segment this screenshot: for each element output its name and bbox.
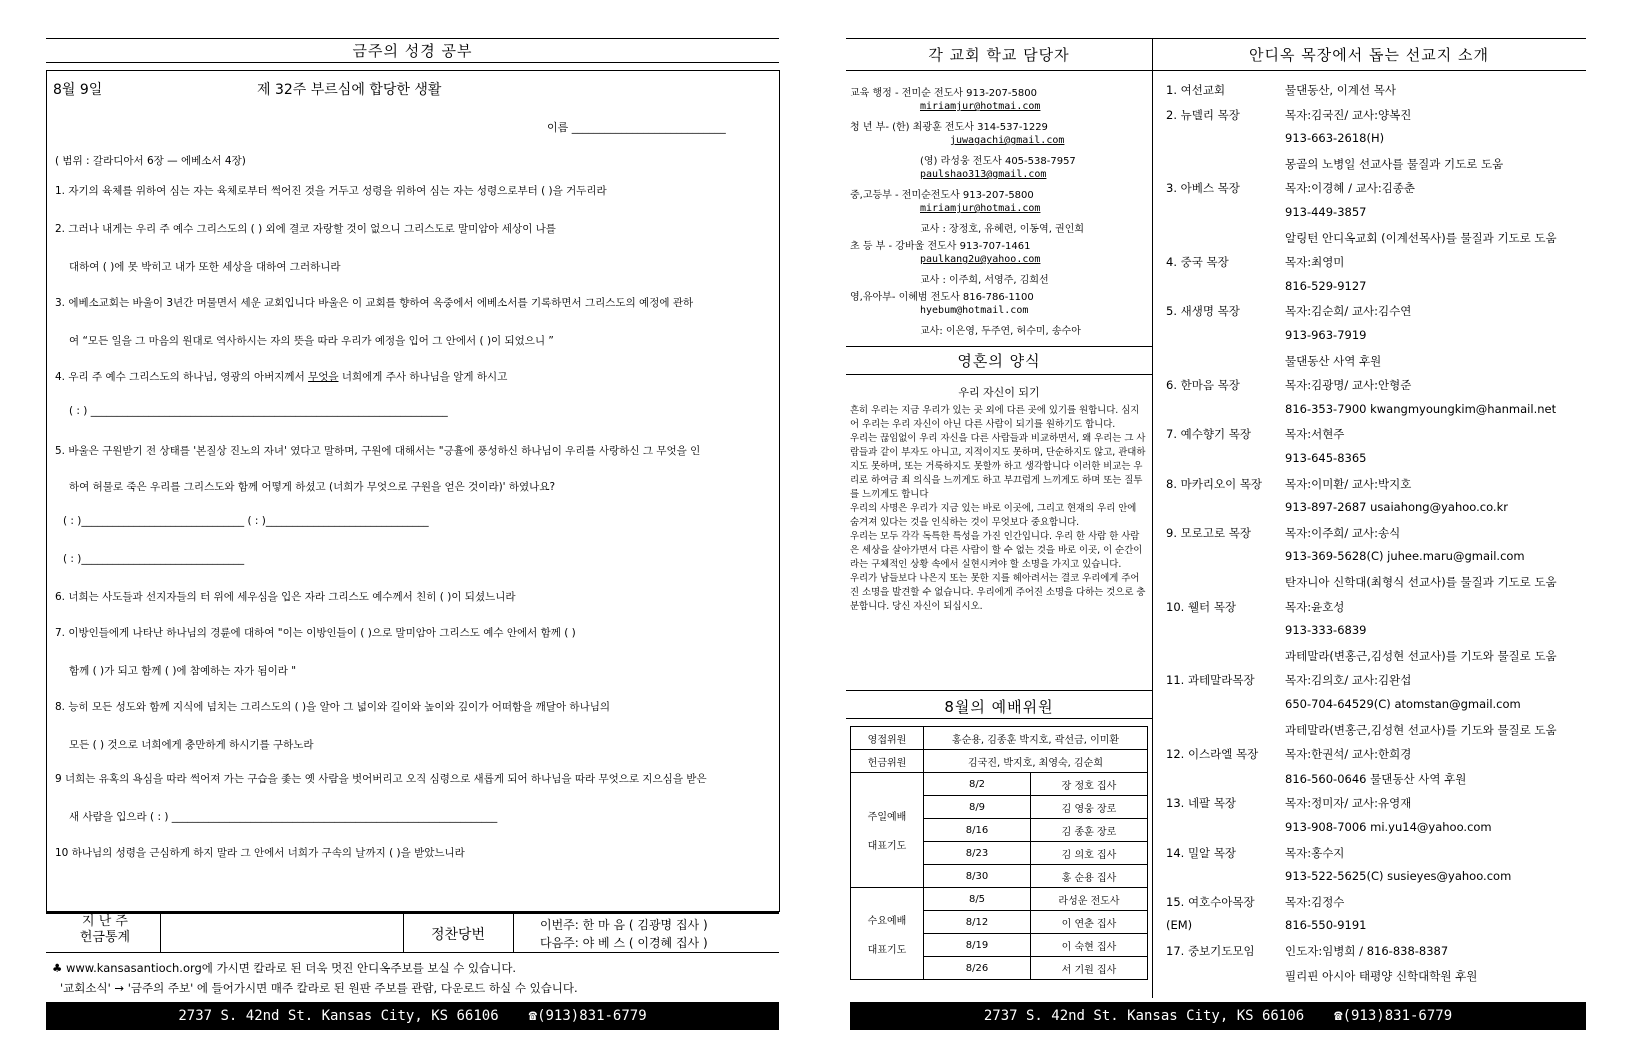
question-10: 10 하나님의 성령을 근심하게 하지 말라 그 안에서 너희가 구속의 날까지 ( )을 받았느니라 (55, 847, 465, 859)
column-divider (1152, 38, 1153, 998)
mission-detail: 목자:이미환/ 교사:박지호 (1285, 476, 1412, 491)
mission-field-name: 8. 마카리오이 목장 (1166, 476, 1263, 491)
devotion-paragraph: 우리는 모두 각각 독특한 특성을 가진 인간입니다. 우리 한 사람 한 사람은 세상을 살아가면서 다른 사람이 할 수 없는 것을 바로 이곳, 이 순간이라는 구체적인 상황 속에서 실현시켜야 할 소명을 가지고 있습니다. (850, 531, 1143, 570)
offering-committee-label: 헌금위원 (851, 750, 924, 773)
offering-committee-names: 김국진, 박지호, 최영숙, 김순희 (924, 750, 1148, 773)
mission-detail: 목자:홍수지 (1285, 845, 1345, 860)
lesson-date: 8월 9일 (53, 82, 103, 98)
sunday-date: 8/23 (924, 842, 1031, 865)
wednesday-date: 8/26 (924, 957, 1031, 980)
wednesday-date: 8/19 (924, 934, 1031, 957)
wednesday-prayer: 이 숙현 집사 (1031, 934, 1148, 957)
mission-detail: 목자:이경혜 / 교사:김종춘 (1285, 181, 1416, 196)
staff-line: 교사 : 이주희, 서영주, 김희선 (920, 275, 1049, 286)
q4-text-pre: 4. 우리 주 예수 그리스도의 하나님, 영광의 아버지께서 (55, 371, 309, 383)
staff-email[interactable]: juwagachi@gmail.com (950, 135, 1065, 146)
church-phone: ☎(913)831-6779 (1334, 1008, 1453, 1024)
mission-detail: 913-897-2687 usaiahong@yahoo.co.kr (1285, 500, 1508, 515)
question-9a: 9 너희는 유혹의 욕심을 따라 썩어져 가는 구습을 좇는 옛 사람을 벗어버리고 오직 심령으로 새롭게 되어 하나님을 따라 무엇으로 지으심을 받은 (55, 773, 707, 785)
header-rule-right (846, 70, 1586, 71)
worship-header-rule (846, 718, 1152, 719)
mission-detail: 913-963-7919 (1285, 328, 1367, 342)
wednesday-prayer: 라성운 전도사 (1031, 888, 1148, 911)
question-2a: 2. 그러나 내게는 우리 주 예수 그리스도의 ( ) 외에 결코 자랑할 것이 없으니 그리스도로 말미암아 세상이 나를 (55, 223, 556, 235)
sunday-prayer: 김 의호 집사 (1031, 842, 1148, 865)
table-row (851, 888, 1148, 911)
sunday-date: 8/9 (924, 796, 1031, 819)
top-rule-right (846, 38, 1586, 39)
mission-detail: 과테말라(변홍근,김성현 선교사)를 기도와 물질로 도움 (1285, 648, 1557, 663)
this-week-duty: 이번주: 한 마 음 ( 김광명 집사 ) (540, 918, 708, 932)
top-rule-left (46, 38, 779, 39)
wednesday-prayer: 이 연춘 집사 (1031, 911, 1148, 934)
mission-detail: 목자:윤호성 (1285, 599, 1345, 614)
mission-detail: 물댄동산, 이계선 목사 (1285, 83, 1396, 97)
question-7b: 함께 ( )가 되고 함께 ( )에 참예하는 자가 됨이라 " (69, 665, 297, 677)
worksheet (46, 70, 780, 912)
sunday-label (851, 773, 924, 888)
mission-detail: 목자:김정수 (1285, 894, 1345, 909)
mission-detail: 913-522-5625(C) susieyes@yahoo.com (1285, 869, 1512, 884)
sunday-date: 8/16 (924, 819, 1031, 842)
mission-field-name: 7. 예수향기 목장 (1166, 427, 1251, 442)
wednesday-date: 8/12 (924, 911, 1031, 934)
devotion-header: 영혼의 양식 (957, 352, 1041, 370)
mission-detail: 목자:서현주 (1285, 427, 1345, 442)
staff-line: 청 년 부- (한) 최광훈 전도사 314-537-1229 (850, 122, 1048, 133)
mission-field-name: 6. 한마음 목장 (1166, 378, 1240, 393)
sunday-prayer: 김 영웅 장로 (1031, 796, 1148, 819)
devotion-paragraph: 우리는 끊임없이 우리 자신을 다른 사람들과 비교하면서, 왜 우리는 그 사람들과 같이 부자도 아니고, 지적이지도 못하며, 단순하지도 않고, 관대하지도 못하며, 또는 거룩하지도 못할까 하고 생각합니다 이러한 비교는 우리로 하여금 죄 의식을 느끼게도 하고 부끄럽게 느끼게도 하며 또는 질투를 느끼게도 합니다 (850, 433, 1146, 500)
devotion-paragraph: 우리가 남들보다 나은지 또는 못한 지를 헤아려서는 결코 우리에게 주어진 소명을 발견할 수 없습니다. 우리에게 주어진 소명을 다하는 것으로 충분합니다. 당신 자신이 되십시오. (850, 573, 1146, 612)
mission-field-name: 5. 새생명 목장 (1166, 304, 1240, 319)
staff-email[interactable]: miriamjur@hotmai.com (920, 101, 1041, 112)
worship-top-rule (846, 690, 1152, 691)
question-9b: 새 사람을 입으라 ( : ) ______________________________________________________________ (69, 811, 498, 823)
devotion-paragraph: 우리의 사명은 우리가 지금 있는 바로 이곳에, 그리고 현재의 우리 안에 숨겨져 있다는 것을 인식하는 것이 무엇보다 중요합니다. (850, 503, 1137, 528)
mission-detail: 목자:이주희/ 교사:송식 (1285, 525, 1401, 540)
question-2b: 대하여 ( )에 못 박히고 내가 또한 세상을 대하여 그러하니라 (69, 261, 341, 273)
staff-line: 초 등 부 - 강바울 전도사 913-707-1461 (850, 241, 1031, 252)
offering-label-1: 지 난 주 (82, 914, 128, 929)
staff-line: 교사: 이은영, 두주연, 허수미, 송수아 (920, 326, 1081, 337)
sunday-label-1: 주일예배 (867, 812, 907, 823)
mission-detail: 탄자니아 신학대(최형식 선교사)를 물질과 기도로 도움 (1285, 575, 1557, 589)
mission-field-name: 9. 모로고로 목장 (1166, 525, 1251, 540)
offering-divider-3 (513, 914, 514, 952)
devotion-body (850, 404, 1146, 614)
wednesday-prayer: 서 기원 집사 (1031, 957, 1148, 980)
question-4a (55, 369, 773, 384)
worship-table (850, 726, 1148, 980)
staff-email[interactable]: paulshao313@gmail.com (920, 169, 1047, 180)
devotion-header-rule (846, 374, 1152, 375)
worship-header: 8월의 예배위원 (944, 698, 1054, 716)
table-row (851, 727, 1148, 750)
question-8b: 모든 ( ) 것으로 너희에게 충만하게 하시기를 구하노라 (69, 739, 314, 751)
mission-detail: 816-529-9127 (1285, 278, 1367, 293)
wednesday-date: 8/5 (924, 888, 1031, 911)
question-3a: 3. 에베소교회는 바울이 3년간 머물면서 세운 교회입니다 바울은 이 교회를 향하여 옥중에서 에베소서를 기록하면서 그리스도의 예정에 관하 (55, 297, 694, 309)
mission-field-name: 1. 여선교회 (1166, 83, 1226, 97)
welcome-names: 홍순용, 김종훈 박지호, 곽선금, 이미환 (924, 727, 1148, 750)
mission-field-name: 12. 이스라엘 목장 (1166, 747, 1259, 762)
staff-line: 중,고등부 - 전미순전도사 913-207-5800 (850, 190, 1034, 201)
sunday-prayer: 김 종훈 장로 (1031, 819, 1148, 842)
question-5c: ( : )_______________________________ ( : )_______________________________ (63, 515, 429, 527)
wednesday-label-1: 수요예배 (867, 915, 907, 927)
mission-detail: 과테말라(변홍근,김성현 선교사)를 기도와 물질로 도움 (1285, 722, 1557, 737)
sunday-date: 8/30 (924, 865, 1031, 888)
mission-detail: 알링턴 안디옥교회 (이계선목사)를 물질과 기도로 도움 (1285, 230, 1557, 245)
sunday-label-2: 대표기도 (867, 841, 907, 852)
sunday-prayer: 홍 순용 집사 (1031, 865, 1148, 888)
question-3b: 여 “모든 일을 그 마음의 원대로 역사하시는 자의 뜻을 따라 우리가 예정을 입어 그 안에서 ( )이 되었으니 ” (69, 335, 554, 347)
table-row (851, 750, 1148, 773)
mission-detail: 913-449-3857 (1285, 205, 1367, 219)
church-address: 2737 S. 42nd St. Kansas City, KS 66106 (983, 1008, 1305, 1024)
staff-line: 영,유아부- 이혜범 전도사 816-786-1100 (850, 292, 1034, 303)
notice-download: '교회소식' → '금주의 주보' 에 들어가시면 매주 칼라로 된 원판 주보를 관람, 다운로드 하실 수 있습니다. (60, 981, 578, 995)
mission-detail: 816-353-7900 kwangmyoungkim@hanmail.net (1285, 401, 1557, 416)
offering-top-rule (46, 912, 779, 914)
offering-label-2: 헌금통계 (79, 930, 131, 945)
mission-field-name: 2. 뉴델리 목장 (1166, 107, 1240, 122)
mission-detail: 913-663-2618(H) (1285, 131, 1385, 146)
church-address: 2737 S. 42nd St. Kansas City, KS 66106 (178, 1008, 499, 1024)
offering-bottom-rule (46, 952, 779, 953)
mission-field-name: 3. 아베스 목장 (1166, 181, 1240, 196)
mission-detail: 목자:김광명/ 교사:안형준 (1285, 378, 1412, 393)
mission-field-name: 10. 웰터 목장 (1166, 599, 1237, 614)
mission-detail: 913-645-8365 (1285, 451, 1367, 465)
question-5a: 5. 바울은 구원받기 전 상태를 '본질상 진노의 자녀' 였다고 말하며, 구원에 대해서는 "긍휼에 풍성하신 하나님이 우리를 사랑하신 그 무엇을 인 (55, 445, 701, 457)
mission-field-name: 4. 중국 목장 (1166, 255, 1229, 270)
mission-detail: 913-333-6839 (1285, 623, 1367, 638)
mission-detail: 목자:김순희/ 교사:김수연 (1285, 304, 1412, 319)
question-7a: 7. 이방인들에게 나타난 하나님의 경륜에 대하여 "이는 이방인들이 ( )으로 말미암아 그리스도 예수 안에서 함께 ( ) (55, 627, 576, 639)
mission-field-name: 13. 네팔 목장 (1166, 796, 1237, 811)
mission-detail: 필리핀 아시아 태평양 신학대학원 후원 (1285, 968, 1478, 983)
mission-detail: 913-908-7006 mi.yu14@yahoo.com (1285, 820, 1492, 834)
notice-website: ♣ www.kansasantioch.org에 가시면 칼라로 된 더욱 멋진 안디옥주보를 보실 수 있습니다. (52, 961, 517, 975)
choir-label: 정찬당번 (430, 927, 486, 943)
sunday-prayer: 장 정호 집사 (1031, 773, 1148, 796)
devotion-title: 우리 자신이 되기 (958, 386, 1040, 399)
bible-study-header: 금주의 성경 공부 (352, 42, 473, 60)
staff-line: 교사 : 장정호, 유혜련, 이동역, 권인희 (920, 224, 1085, 235)
devotion-top-rule (846, 346, 1152, 347)
footer-right (850, 1002, 1586, 1030)
staff-email[interactable]: hyebum@hotmail.com (920, 305, 1029, 316)
mission-detail: 물댄동산 사역 후원 (1285, 353, 1382, 368)
question-5b: 하여 허물로 죽은 우리를 그리스도와 함께 어떻게 하셨고 (너희가 무엇으로 구원을 얻은 것이라)' 하였나요? (69, 481, 556, 493)
staff-email[interactable]: paulkang2u@yahoo.com (920, 254, 1041, 265)
question-6: 6. 너희는 사도들과 선지자들의 터 위에 세우심을 입은 자라 그리스도 예수께서 친히 ( )이 되셨느니라 (55, 591, 516, 603)
wednesday-label-2: 대표기도 (867, 944, 907, 956)
footer-left (46, 1002, 779, 1030)
mission-detail: 650-704-64529(C) atomstan@gmail.com (1285, 697, 1521, 711)
mission-detail: 목자:김의호/ 교사:김완섭 (1285, 673, 1412, 688)
mission-detail: 목자:최영미 (1285, 255, 1345, 270)
question-4b: ( : ) ____________________________________________________________________ (69, 405, 448, 417)
mission-detail: 816-560-0646 물댄동산 사역 후원 (1285, 771, 1467, 786)
church-phone: ☎(913)831-6779 (528, 1008, 647, 1024)
mission-field-name: 17. 중보기도모임 (1166, 944, 1255, 958)
mission-field-name: 14. 밀알 목장 (1166, 845, 1237, 860)
mission-detail: 목자:정미자/ 교사:유영재 (1285, 796, 1412, 811)
q4-text-post: 너희에게 주사 하나님을 알게 하시고 (338, 371, 508, 383)
mission-detail: 목자:한권석/ 교사:한희경 (1285, 747, 1412, 762)
name-field[interactable]: 이름 ____________________________ (547, 121, 726, 134)
offering-divider-1 (160, 914, 161, 952)
question-8a: 8. 능히 모든 성도와 함께 지식에 넘치는 그리스도의 ( )을 알아 그 넓이와 길이와 높이와 깊이가 어떠함을 깨달아 하나님의 (55, 701, 611, 713)
devotion-paragraph: 흔히 우리는 지금 우리가 있는 곳 외에 다른 곳에 있기를 원합니다. 심지어 우리는 우리 자신이 아닌 다른 사람이 되기를 원하기도 합니다. (850, 405, 1140, 430)
mission-detail: 목자:김국진/ 교사:양복진 (1285, 107, 1412, 122)
wednesday-label (851, 888, 924, 980)
lesson-title: 제 32주 부르심에 합당한 생활 (257, 82, 442, 98)
question-1: 1. 자기의 육체를 위하여 심는 자는 육체로부터 썩어진 것을 거두고 성령을 위하여 심는 자는 성령으로부터 ( )을 거두리라 (55, 185, 607, 197)
welcome-label: 영접위원 (851, 727, 924, 750)
q4-underline: 무엇을 (308, 371, 339, 383)
header-rule-left (46, 62, 779, 63)
mission-detail: 인도자:임병희 / 816-838-8387 (1285, 944, 1449, 958)
mission-field-name: 15. 여호수아목장 (1166, 894, 1255, 909)
mission-detail: 913-369-5628(C) juhee.maru@gmail.com (1285, 549, 1525, 564)
next-week-duty: 다음주: 야 베 스 ( 이경혜 집사 ) (540, 936, 708, 950)
question-5d: ( : )_______________________________ (63, 553, 245, 565)
sunday-date: 8/2 (924, 773, 1031, 796)
staff-email[interactable]: miriamjur@hotmai.com (920, 203, 1041, 214)
table-row (851, 773, 1148, 796)
missionary-header: 안디옥 목장에서 돕는 선교지 소개 (1249, 46, 1489, 64)
mission-field-name: 11. 과테말라목장 (1166, 673, 1255, 688)
mission-detail: 816-550-9191 (1285, 918, 1367, 933)
mission-detail: 몽골의 노병일 선교사를 물질과 기도로 도움 (1285, 156, 1504, 171)
staff-line: 교육 행정 - 전미순 전도사 913-207-5800 (850, 88, 1037, 99)
mission-field-name: (EM) (1166, 918, 1193, 933)
scripture-range: ( 범위 : 갈라디아서 6장 — 에베소서 4장) (55, 155, 246, 167)
staff-line: (영) 라성웅 전도사 405-538-7957 (920, 156, 1076, 167)
offering-label (60, 914, 150, 946)
school-staff-header: 각 교회 학교 담당자 (928, 46, 1070, 64)
